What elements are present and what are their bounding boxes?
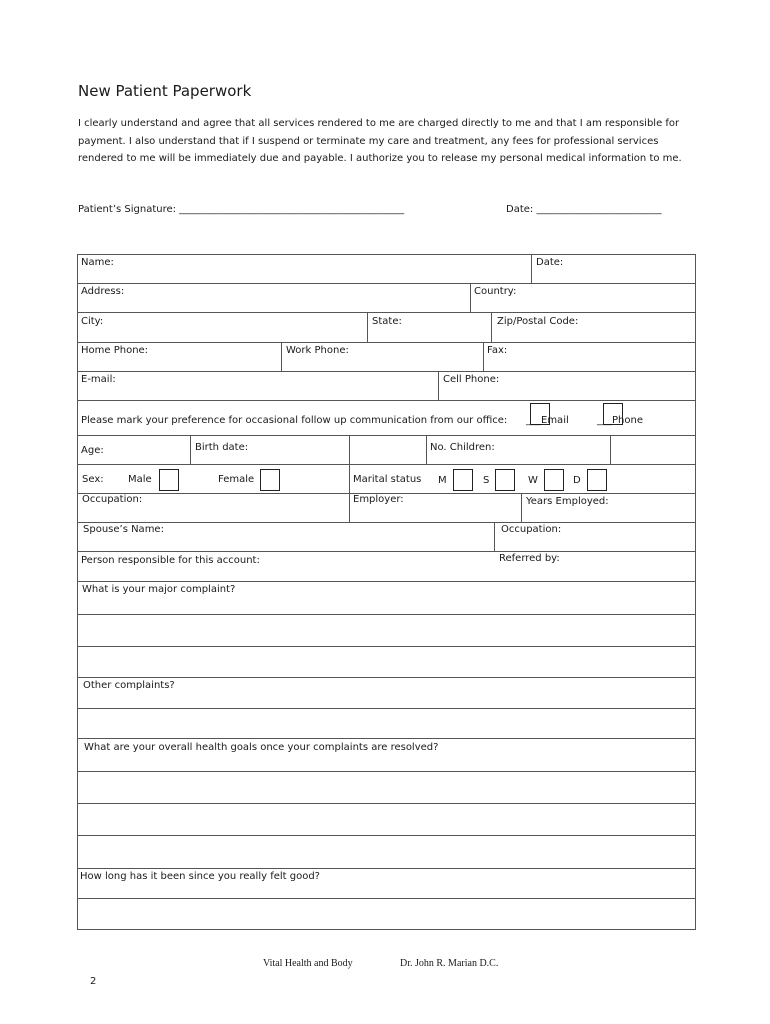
signature-line[interactable]: Patient’s Signature: _____________________________________________ — [78, 204, 405, 215]
cell-phone-label: Cell Phone: — [443, 374, 500, 385]
date-label: Date: — [536, 257, 564, 268]
marital-status-label: Marital status — [353, 474, 422, 485]
cell-divider — [190, 435, 191, 464]
spouse-occupation-label: Occupation: — [501, 524, 562, 535]
row-divider — [77, 771, 696, 772]
country-label: Country: — [474, 286, 517, 297]
felt-good-label: How long has it been since you really felt good? — [80, 871, 320, 882]
page-title: New Patient Paperwork — [78, 82, 252, 100]
occupation-label: Occupation: — [82, 494, 143, 505]
row-divider — [77, 283, 696, 284]
row-divider — [77, 400, 696, 401]
sex-label: Sex: — [82, 474, 104, 485]
zip-label: Zip/Postal Code: — [497, 316, 579, 327]
cell-divider — [494, 522, 495, 551]
state-label: State: — [372, 316, 402, 327]
signature-date-line[interactable]: Date: _________________________ — [506, 204, 662, 215]
no-children-label: No. Children: — [430, 442, 495, 453]
marital-s-label: S — [483, 475, 490, 486]
cell-divider — [349, 464, 350, 522]
spouse-name-label: Spouse’s Name: — [83, 524, 164, 535]
responsible-person-label: Person responsible for this account: — [81, 555, 260, 566]
followup-email-label: ___Email — [526, 415, 569, 426]
cell-divider — [521, 493, 522, 522]
home-phone-label: Home Phone: — [81, 345, 149, 356]
row-divider — [77, 868, 696, 869]
other-complaints-label: Other complaints? — [83, 680, 175, 691]
age-label: Age: — [81, 445, 104, 456]
cell-divider — [426, 435, 427, 464]
cell-divider — [367, 312, 368, 342]
followup-phone-label: ___Phone — [597, 415, 643, 426]
referred-by-label: Referred by: — [499, 553, 560, 564]
name-label: Name: — [81, 257, 114, 268]
row-divider — [77, 835, 696, 836]
marital-d-checkbox[interactable] — [587, 469, 607, 491]
cell-divider — [281, 342, 282, 371]
row-divider — [77, 522, 696, 523]
cell-divider — [470, 283, 471, 312]
row-divider — [77, 342, 696, 343]
female-checkbox[interactable] — [260, 469, 280, 491]
cell-divider — [349, 435, 350, 464]
marital-s-checkbox[interactable] — [495, 469, 515, 491]
cell-divider — [491, 312, 492, 342]
followup-preference-label: Please mark your preference for occasional follow up communication from our office: — [81, 415, 508, 426]
male-checkbox[interactable] — [159, 469, 179, 491]
cell-divider — [438, 371, 439, 400]
row-divider — [77, 312, 696, 313]
row-divider — [77, 898, 696, 899]
email-label: E-mail: — [81, 374, 116, 385]
page-number: 2 — [90, 976, 97, 987]
row-divider — [77, 646, 696, 647]
major-complaint-label: What is your major complaint? — [82, 584, 236, 595]
employer-label: Employer: — [353, 494, 404, 505]
row-divider — [77, 435, 696, 436]
row-divider — [77, 803, 696, 804]
fax-label: Fax: — [487, 345, 508, 356]
city-label: City: — [81, 316, 104, 327]
row-divider — [77, 551, 696, 552]
row-divider — [77, 581, 696, 582]
marital-m-checkbox[interactable] — [453, 469, 473, 491]
cell-divider — [483, 342, 484, 371]
address-label: Address: — [81, 286, 125, 297]
consent-paragraph: I clearly understand and agree that all services rendered to me are charged directly to me and that I am responsible for payment. I also understand that if I suspend or terminate my care and treatment, any fees for professional services rendered to me will be immediately due and payable. I authorize you to release my personal medical information to me. — [78, 118, 682, 164]
row-divider — [77, 708, 696, 709]
row-divider — [77, 614, 696, 615]
marital-m-label: M — [438, 475, 447, 486]
footer-doctor-name: Dr. John R. Marian D.C. — [400, 958, 499, 969]
marital-d-label: D — [573, 475, 581, 486]
birth-date-label: Birth date: — [195, 442, 249, 453]
row-divider — [77, 677, 696, 678]
years-employed-label: Years Employed: — [526, 496, 609, 507]
work-phone-label: Work Phone: — [286, 345, 349, 356]
footer-practice-name: Vital Health and Body — [263, 958, 353, 969]
row-divider — [77, 738, 696, 739]
cell-divider — [531, 254, 532, 283]
female-label: Female — [218, 474, 255, 485]
health-goals-label: What are your overall health goals once your complaints are resolved? — [84, 742, 439, 753]
cell-divider — [610, 435, 611, 464]
male-label: Male — [128, 474, 152, 485]
row-divider — [77, 371, 696, 372]
marital-w-label: W — [528, 475, 538, 486]
row-divider — [77, 464, 696, 465]
marital-w-checkbox[interactable] — [544, 469, 564, 491]
